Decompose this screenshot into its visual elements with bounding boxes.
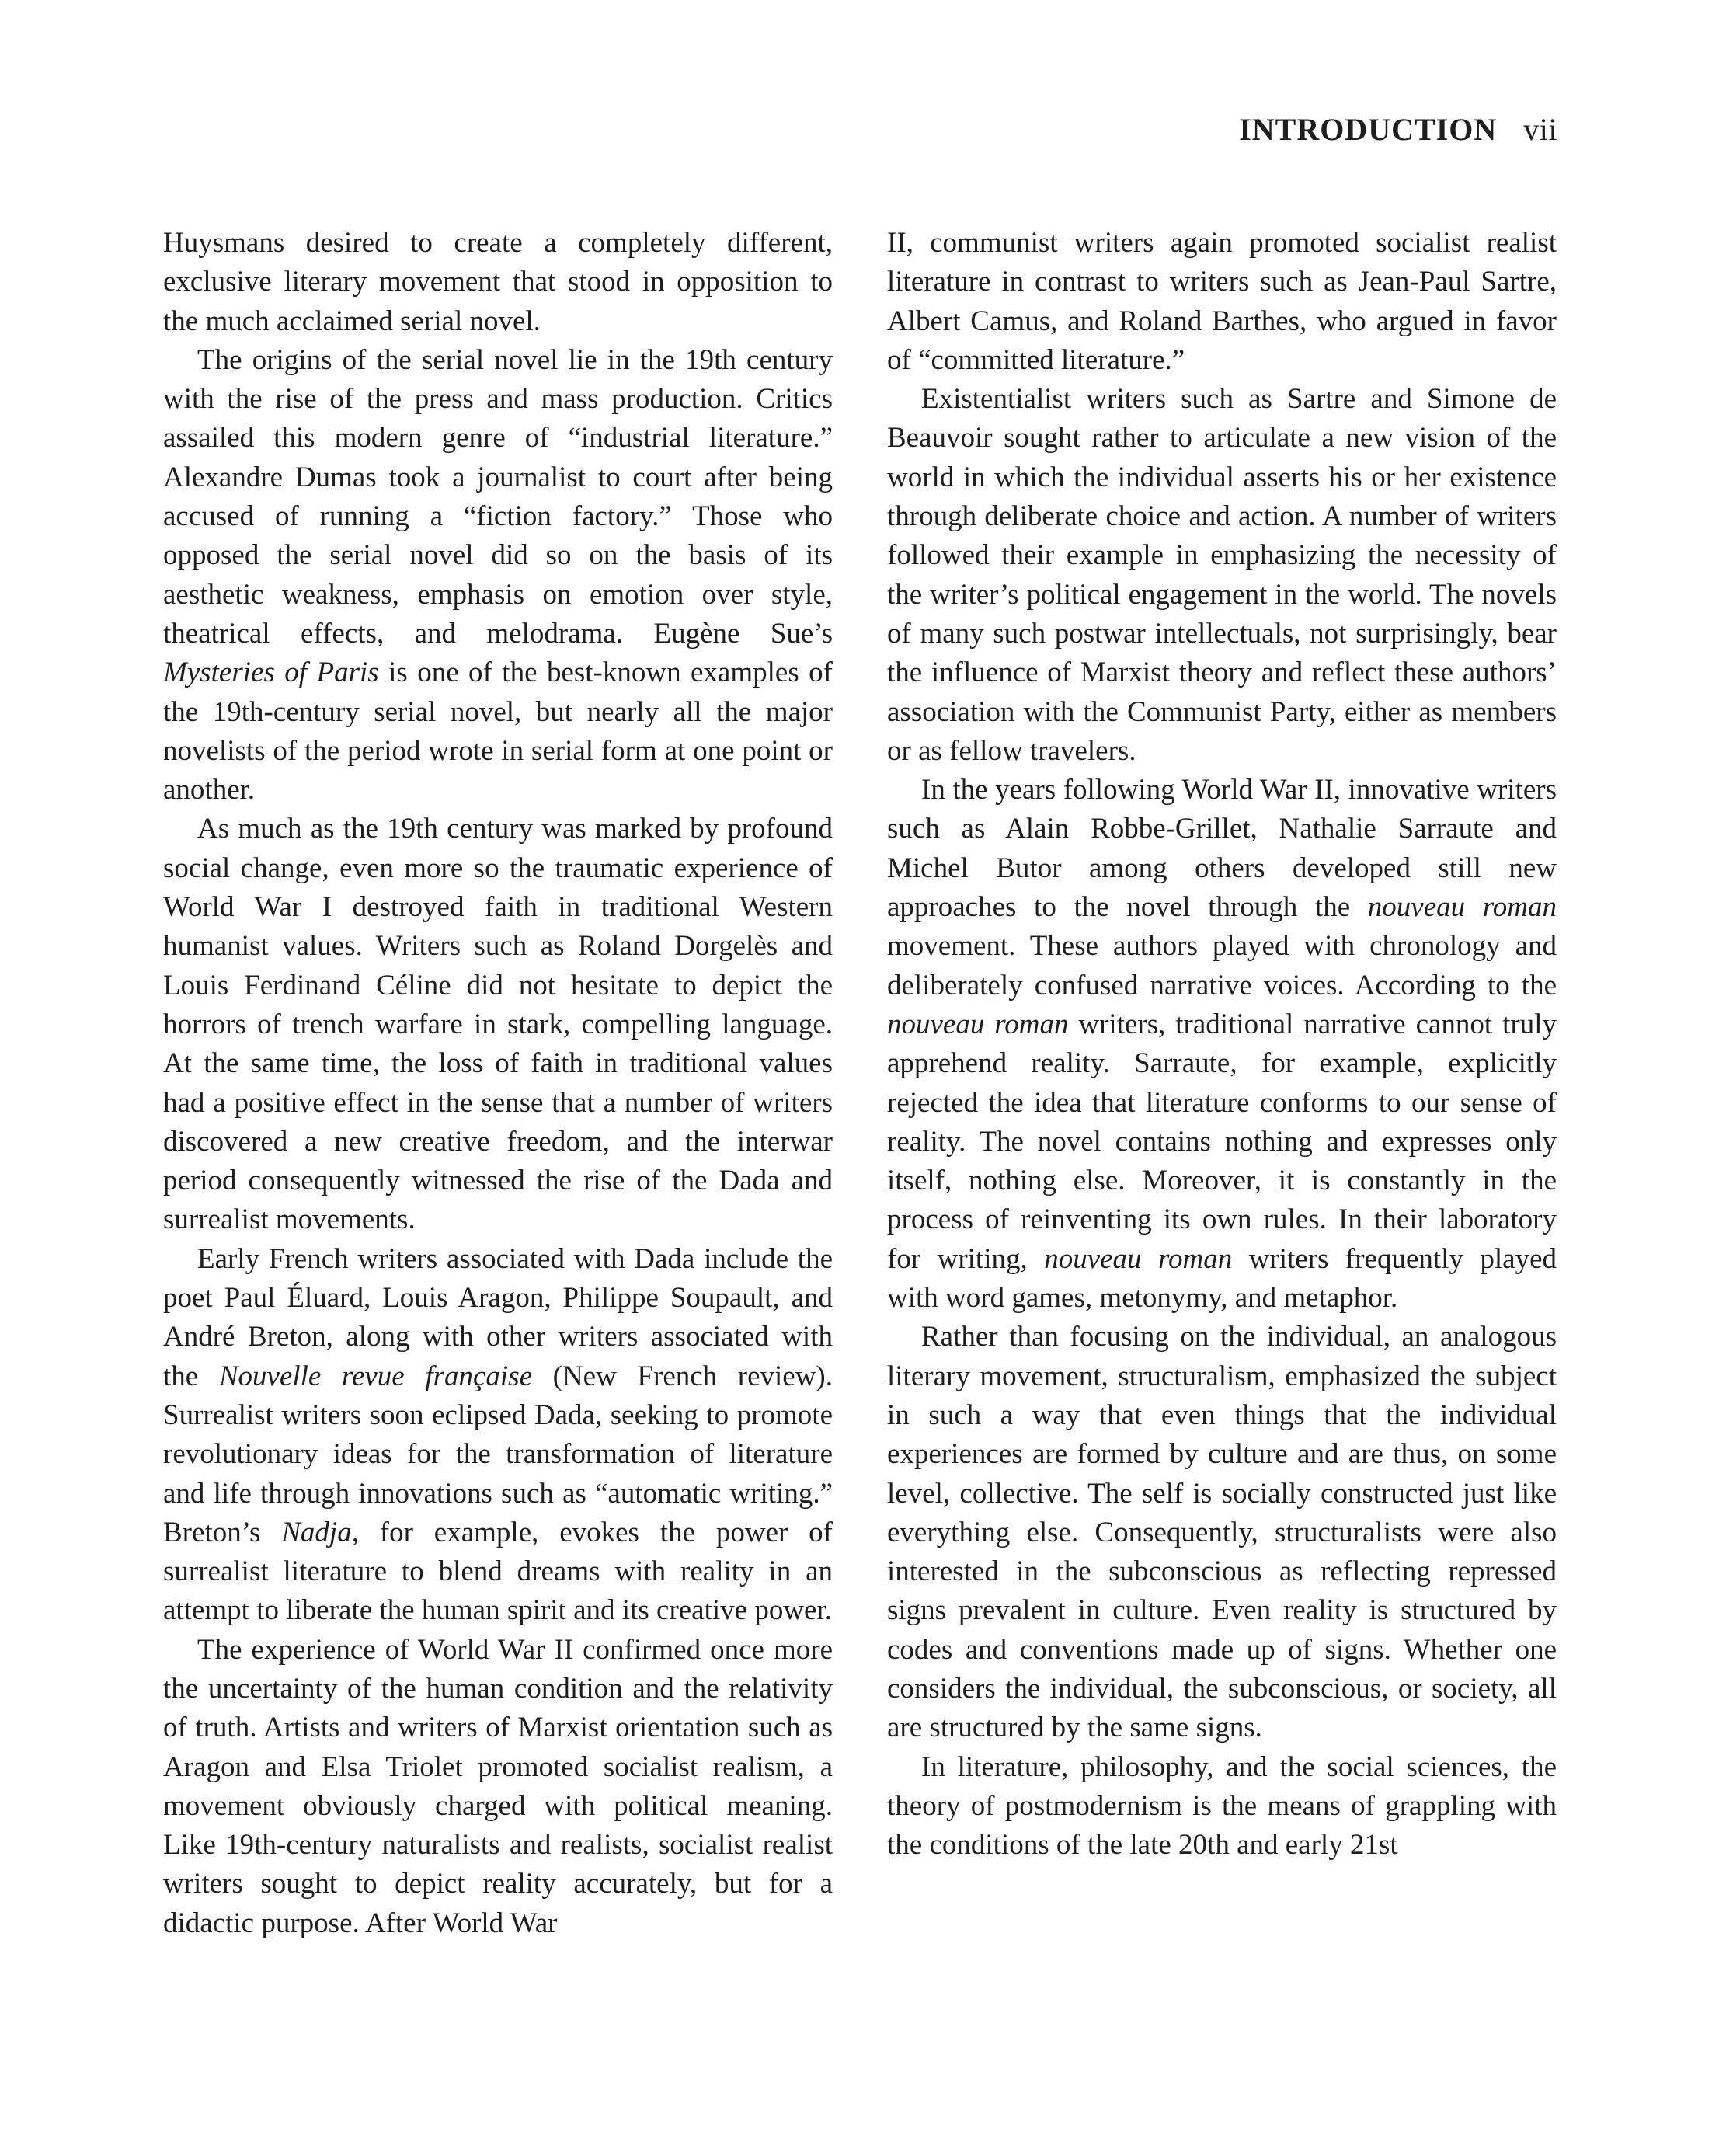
paragraph-text: Early French writers associated with Dada include the poet Paul Éluard, Louis Aragon, Philippe Soupault, and André Breton, along with other writers associated with the xyxy=(163,1242,833,1392)
paragraph-nouveau-roman xyxy=(887,771,1557,1318)
page-number: vii xyxy=(1523,112,1557,147)
journal-title-nrf: Nouvelle revue française xyxy=(218,1360,533,1392)
book-title-mysteries-of-paris: Mysteries of Paris xyxy=(163,657,379,689)
paragraph-text: (New French review). Surrealist writers soon eclipsed Dada, seeking to promote revolutionary ideas for the transformation of literature and life through innovations such as “automatic writing.” Breton’s xyxy=(163,1360,833,1548)
section-title: INTRODUCTION xyxy=(1239,112,1498,147)
paragraph-structuralism: Rather than focusing on the individual, an analogous literary movement, structuralism, emphasized the subject in such a way that even things that the individual experiences are formed by culture and are thus, on some level, collective. The self is socially constructed just like everything else. Consequently, structuralists were also interested in the subconscious as reflecting repressed signs prevalent in culture. Even reality is structured by codes and conventions made up of signs. Whether one considers the individual, the subconscious, or society, all are structured by the same signs. xyxy=(887,1321,1557,1744)
paragraph-world-war-one: As much as the 19th century was marked by profound social change, even more so the traumatic experience of World War I destroyed faith in traditional Western humanist values. Writers such as Roland Dorgelès and Louis Ferdinand Céline did not hesitate to depict the horrors of trench warfare in stark, compelling language. At the same time, the loss of faith in traditional values had a positive effect in the sense that a number of writers discovered a new creative freedom, and the interwar period consequently witnessed the rise of the Dada and surrealist movements. xyxy=(163,813,833,1236)
paragraph-text: for example, evokes the power of surrealist literature to blend dreams with reality in an attempt to liberate the human spirit and its creative power. xyxy=(163,1516,833,1627)
paragraph-text: In the years following World War II, innovative writers such as Alain Robbe-Grillet, Nathalie Sarraute and Michel Butor among others developed still new approaches to the novel through the xyxy=(887,774,1557,924)
term-nouveau-roman: nouveau roman xyxy=(1367,891,1557,924)
paragraph-world-war-two: The experience of World War II confirmed once more the uncertainty of the human condition and the relativity of truth. Artists and writers of Marxist orientation such as Aragon and Elsa Triolet promoted socialist realism, a movement obviously charged with political meaning. Like 19th-century naturalists and realists, socialist realist writers sought to depict reality accurately, but for a didactic purpose. After World War xyxy=(163,1633,833,1939)
paragraph-existentialism: Existentialist writers such as Sartre and Simone de Beauvoir sought rather to articulate a new vision of the world in which the individual asserts his or her existence through deliberate choice and action. A number of writers followed their example in emphasizing the necessity of the writer’s political engagement in the world. The novels of many such postwar intellectuals, not surprisingly, bear the influence of Marxist theory and reflect these authors’ association with the Communist Party, either as members or as fellow travelers. xyxy=(887,383,1557,767)
paragraph-serial-novel-origins xyxy=(163,341,833,810)
paragraph-text: movement. These authors played with chronology and deliberately confused narrative voices. According to the xyxy=(887,930,1557,1001)
paragraph-text: writers frequently played with word games, metonymy, and metaphor. xyxy=(887,1242,1557,1315)
running-head xyxy=(1239,110,1557,149)
paragraph-text: writers, traditional narrative cannot truly apprehend reality. Sarraute, for example, explicitly rejected the idea that literature conforms to our sense of reality. The novel contains nothing and expresses only itself, nothing else. Moreover, it is constantly in the process of reinventing its own rules. In their laboratory for writing, xyxy=(887,1008,1557,1275)
paragraph-postmodernism: In literature, philosophy, and the social sciences, the theory of postmodernism is the means of grappling with the conditions of the late 20th and early 21st xyxy=(887,1750,1557,1862)
left-column xyxy=(163,224,833,1943)
paragraph-dada-surrealism xyxy=(163,1240,833,1631)
term-nouveau-roman: nouveau roman xyxy=(1044,1242,1233,1275)
term-nouveau-roman: nouveau roman xyxy=(887,1008,1069,1040)
paragraph-text: The origins of the serial novel lie in the 19th century with the rise of the press and mass production. Critics assailed this modern genre of “industrial literature.” Alexandre Dumas took a journalist to court after being accused of running a “fiction factory.” Those who opposed the serial novel did so on the basis of its aesthetic weakness, emphasis on emotion over style, theatrical effects, and melodrama. Eugène Sue’s xyxy=(163,343,833,650)
paragraph-continued: II, communist writers again promoted socialist realist literature in contrast to writers such as Jean-Paul Sartre, Albert Camus, and Roland Barthes, who argued in favor of “committed literature.” xyxy=(887,227,1557,376)
paragraph-continued: Huysmans desired to create a completely different, exclusive literary movement that stood in opposition to the much acclaimed serial novel. xyxy=(163,227,833,337)
paragraph-text: is one of the best-known examples of the 19th-century serial novel, but nearly all the major novelists of the period wrote in serial form at one point or another. xyxy=(163,657,833,806)
right-column xyxy=(887,224,1557,1865)
book-title-nadja: Nadja, xyxy=(281,1516,359,1548)
